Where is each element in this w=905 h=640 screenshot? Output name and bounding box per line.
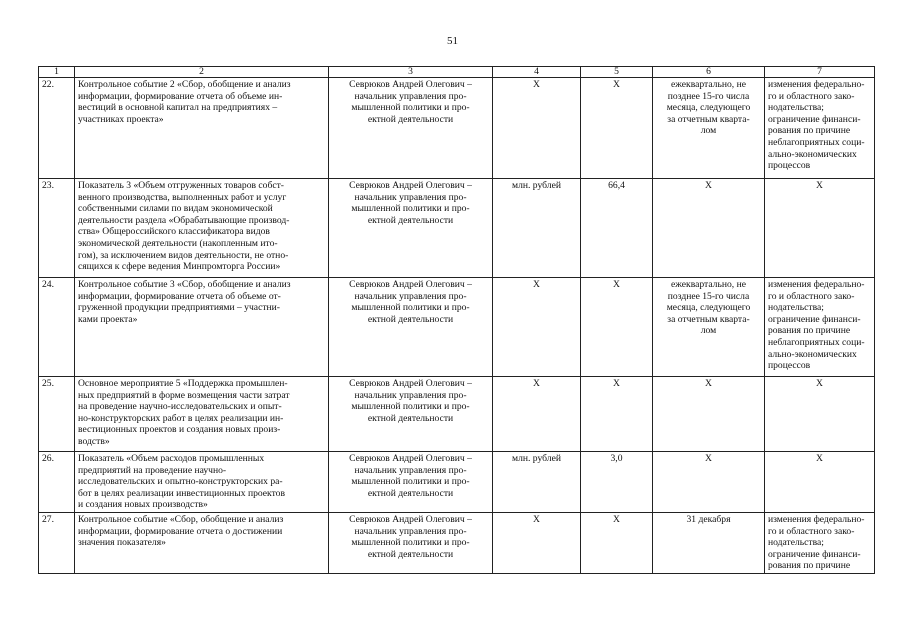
plan-table xyxy=(38,66,875,574)
table-row xyxy=(39,278,875,377)
row-value: Х xyxy=(581,78,653,179)
row-responsible: Севрюков Андрей Олегович – начальник управления про- мышленной политики и про- ектной деятельности xyxy=(329,179,493,278)
row-value: 3,0 xyxy=(581,452,653,513)
row-unit: Х xyxy=(493,513,581,574)
row-responsible: Севрюков Андрей Олегович – начальник управления про- мышленной политики и про- ектной деятельности xyxy=(329,278,493,377)
row-description: Контрольное событие 2 «Сбор, обобщение и анализ информации, формирование отчета об объеме ин- вестиций в основной капитал на предприятиях – участниках проекта» xyxy=(75,78,329,179)
row-value: 66,4 xyxy=(581,179,653,278)
row-number: 25. xyxy=(39,377,75,452)
row-risk: Х xyxy=(765,452,875,513)
row-value: Х xyxy=(581,278,653,377)
table-row xyxy=(39,452,875,513)
column-header-4: 4 xyxy=(493,67,581,78)
table-row xyxy=(39,179,875,278)
row-period: Х xyxy=(653,179,765,278)
row-number: 27. xyxy=(39,513,75,574)
row-description: Основное мероприятие 5 «Поддержка промышлен- ных предприятий в форме возмещения части затрат на проведение научно-исследовательских и опыт- но-конструкторских работ в целях реализации ин- вестиционных проектов и создания новых произ- водств» xyxy=(75,377,329,452)
column-header-3: 3 xyxy=(329,67,493,78)
table-row xyxy=(39,78,875,179)
row-responsible: Севрюков Андрей Олегович – начальник управления про- мышленной политики и про- ектной деятельности xyxy=(329,78,493,179)
row-responsible: Севрюков Андрей Олегович – начальник управления про- мышленной политики и про- ектной деятельности xyxy=(329,452,493,513)
row-description: Показатель «Объем расходов промышленных предприятий на проведение научно- исследовательских и опытно-конструкторских ра- бот в целях реализации инвестиционных проектов и создания новых производств» xyxy=(75,452,329,513)
header-row xyxy=(39,67,875,78)
column-header-2: 2 xyxy=(75,67,329,78)
row-responsible: Севрюков Андрей Олегович – начальник управления про- мышленной политики и про- ектной деятельности xyxy=(329,513,493,574)
row-risk: Х xyxy=(765,179,875,278)
row-number: 26. xyxy=(39,452,75,513)
row-description: Показатель 3 «Объем отгруженных товаров собст- венного производства, выполненных работ и услуг собственными силами по видам экономической деятельности раздела «Обрабатывающие производ- ства» Общероссийского классификатора видов экономической деятельности (накопленным ито- гом), за исключением видов деятельности, не отно- сящихся к сфере ведения Минпромторга России» xyxy=(75,179,329,278)
row-unit: Х xyxy=(493,278,581,377)
column-header-7: 7 xyxy=(765,67,875,78)
row-risk: изменения федерально- го и областного зако- нодательства; ограничение финанси- рования по причине xyxy=(765,513,875,574)
row-period: 31 декабря xyxy=(653,513,765,574)
table-row xyxy=(39,377,875,452)
row-value: Х xyxy=(581,377,653,452)
row-unit: Х xyxy=(493,377,581,452)
row-period: Х xyxy=(653,452,765,513)
row-description: Контрольное событие 3 «Сбор, обобщение и анализ информации, формирование отчета об объеме от- груженной продукции предприятиями – участни- ками проекта» xyxy=(75,278,329,377)
row-unit: млн. рублей xyxy=(493,452,581,513)
row-number: 24. xyxy=(39,278,75,377)
row-description: Контрольное событие «Сбор, обобщение и анализ информации, формирование отчета о достижении значения показателя» xyxy=(75,513,329,574)
page-number: 51 xyxy=(447,35,458,47)
row-number: 23. xyxy=(39,179,75,278)
row-period: ежеквартально, не позднее 15-го числа месяца, следующего за отчетным кварта- лом xyxy=(653,78,765,179)
row-risk: Х xyxy=(765,377,875,452)
column-header-1: 1 xyxy=(39,67,75,78)
row-period: Х xyxy=(653,377,765,452)
column-header-6: 6 xyxy=(653,67,765,78)
column-header-5: 5 xyxy=(581,67,653,78)
row-risk: изменения федерально- го и областного зако- нодательства; ограничение финанси- рования по причине неблагоприятных соци- ально-экономических процессов xyxy=(765,78,875,179)
row-unit: Х xyxy=(493,78,581,179)
row-risk: изменения федерально- го и областного зако- нодательства; ограничение финанси- рования по причине неблагоприятных соци- ально-экономических процессов xyxy=(765,278,875,377)
row-period: ежеквартально, не позднее 15-го числа месяца, следующего за отчетным кварта- лом xyxy=(653,278,765,377)
row-number: 22. xyxy=(39,78,75,179)
row-responsible: Севрюков Андрей Олегович – начальник управления про- мышленной политики и про- ектной деятельности xyxy=(329,377,493,452)
row-unit: млн. рублей xyxy=(493,179,581,278)
row-value: Х xyxy=(581,513,653,574)
table-row xyxy=(39,513,875,574)
